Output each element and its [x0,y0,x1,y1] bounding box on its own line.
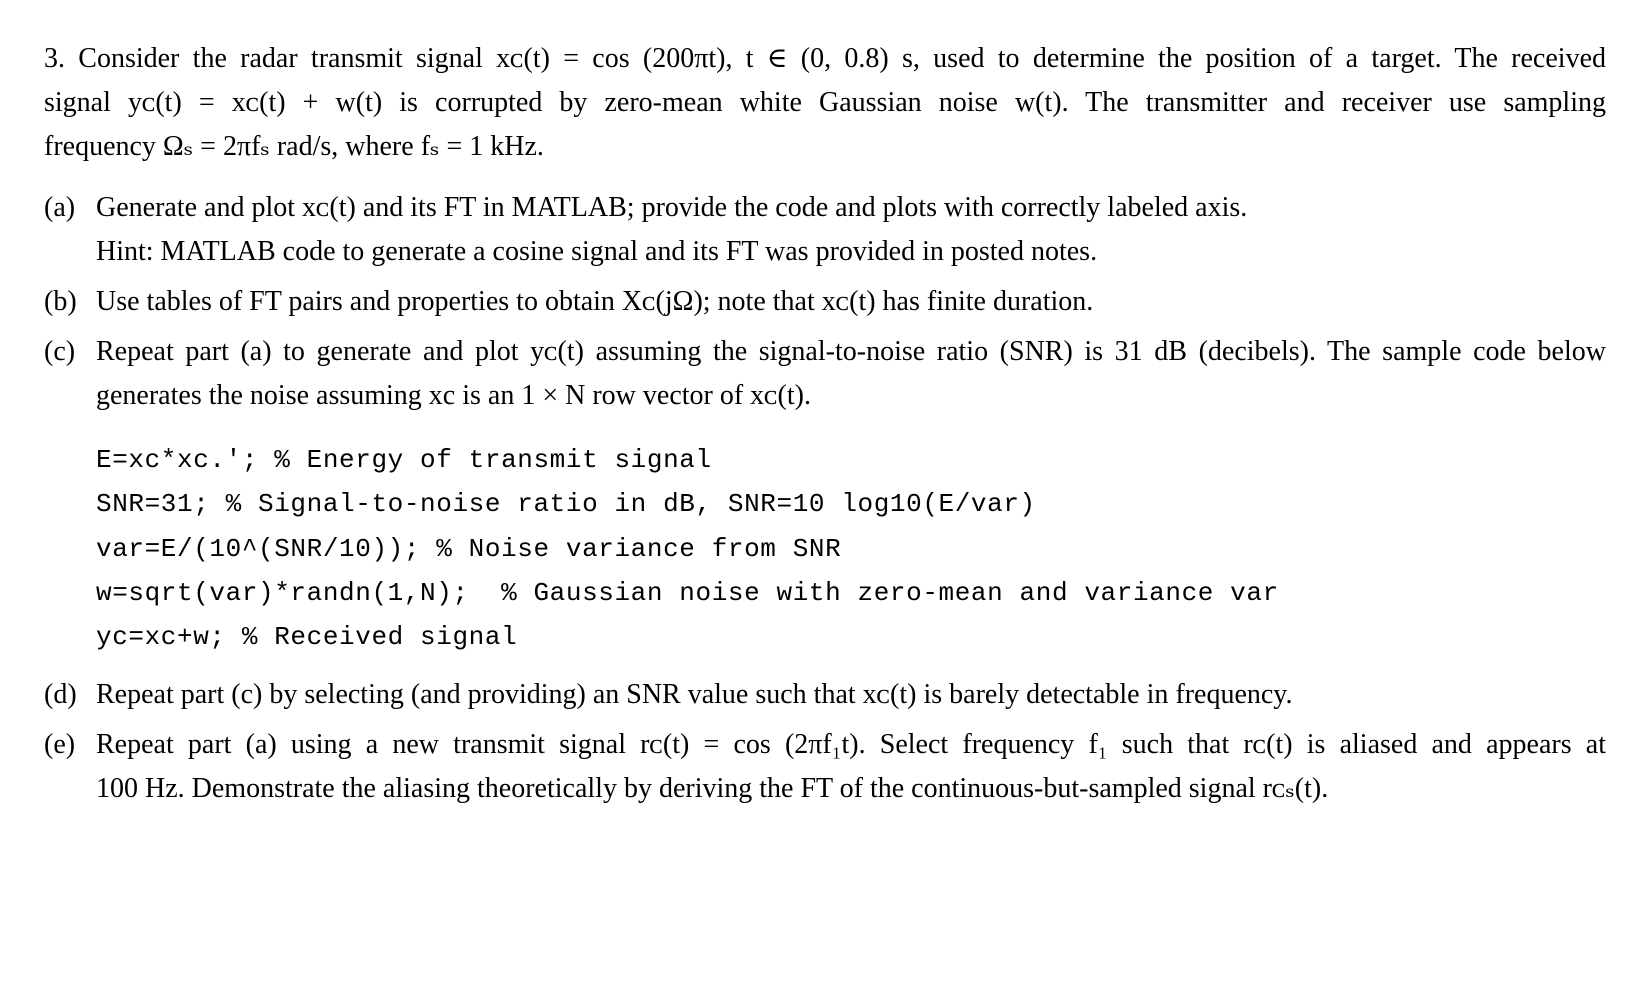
code-line-3: var=E/(10^(SNR/10)); % Noise variance from SNR [96,534,842,564]
part-c-line-2: generates the noise assuming xc is an 1 × N row vector of xᴄ(t). [96,380,811,411]
part-a-hint: Hint: MATLAB code to generate a cosine signal and its FT was provided in posted notes. [96,236,1098,267]
part-b-line-1: Use tables of FT pairs and properties to obtain Xᴄ(jΩ); note that xᴄ(t) has finite duration. [96,286,1094,317]
code-line-5: yc=xc+w; % Received signal [96,622,518,652]
part-d-label: (d) [44,679,77,710]
part-a-label: (a) [44,192,76,223]
part-e-line-2: 100 Hz. Demonstrate the aliasing theoretically by deriving the FT of the continuous-but-sampled signal rᴄₛ(t). [96,773,1329,804]
code-line-2: SNR=31; % Signal-to-noise ratio in dB, SNR=10 log10(E/var) [96,489,1036,519]
part-e-line-1: Repeat part (a) using a new transmit signal rᴄ(t) = cos (2πf₁t). Select frequency f₁ such that rᴄ(t) is aliased and appears at [96,729,1606,760]
code-line-4: w=sqrt(var)*randn(1,N); % Gaussian noise with zero-mean and variance var [96,578,1279,608]
part-c-line-1: Repeat part (a) to generate and plot yᴄ(t) assuming the signal-to-noise ratio (SNR) is 31 dB (decibels). The sample code below [96,336,1606,367]
code-line-1: E=xc*xc.'; % Energy of transmit signal [96,445,712,475]
part-d-line-1: Repeat part (c) by selecting (and providing) an SNR value such that xᴄ(t) is barely detectable in frequency. [96,679,1293,710]
part-c-label: (c) [44,336,76,367]
problem-intro-line-3: frequency Ωₛ = 2πfₛ rad/s, where fₛ = 1 kHz. [44,131,544,162]
problem-intro-line-2: signal yᴄ(t) = xᴄ(t) + w(t) is corrupted by zero-mean white Gaussian noise w(t). The transmitter and receiver use sampling [44,87,1606,118]
problem-intro-line-1: 3. Consider the radar transmit signal xᴄ(t) = cos (200πt), t ∈ (0, 0.8) s, used to determine the position of a target. The received [44,43,1606,74]
part-e-label: (e) [44,729,76,760]
part-a-line-1: Generate and plot xᴄ(t) and its FT in MATLAB; provide the code and plots with correctly labeled axis. [96,192,1248,223]
part-b-label: (b) [44,286,77,317]
